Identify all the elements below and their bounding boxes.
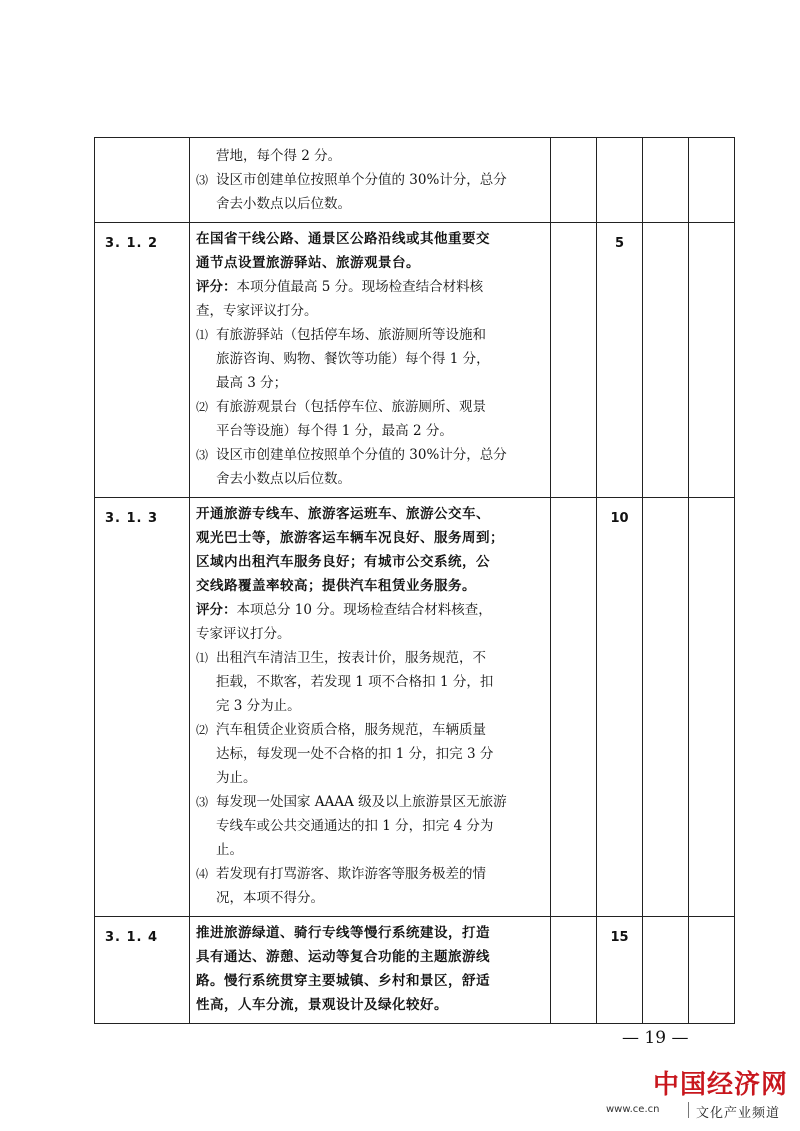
blank-cell <box>689 223 735 498</box>
item-number: ⑵ <box>196 400 209 414</box>
blank-cell <box>643 138 689 223</box>
item-line: 出租汽车清洁卫生，按表计价，服务规范，不 <box>216 650 486 666</box>
scoring-item <box>196 718 544 790</box>
blank-cell <box>643 498 689 917</box>
table-row <box>95 138 735 223</box>
table-row <box>95 223 735 498</box>
rule-text: 专家评议打分。 <box>196 626 291 642</box>
item-id-cell <box>95 138 190 223</box>
rule-text: 本项总分 10 分。现场检查结合材料核查， <box>236 602 492 618</box>
score-cell <box>597 917 643 1024</box>
item-line: 有旅游驿站（包括停车场、旅游厕所等设施和 <box>216 327 486 343</box>
item-id-cell <box>95 498 190 917</box>
item-line: 达标，每发现一处不合格的扣 1 分，扣完 3 分 <box>216 746 494 762</box>
item-id: 3. 1. 4 <box>105 930 159 945</box>
scoring-item <box>196 790 544 862</box>
blank-cell <box>689 917 735 1024</box>
item-line: 为止。 <box>216 770 257 786</box>
scoring-item <box>196 646 544 718</box>
scoring-item <box>196 168 544 192</box>
rule-text: 本项分值最高 5 分。现场检查结合材料核 <box>236 279 484 295</box>
requirement-line: 区域内出租汽车服务良好；有城市公交系统，公 <box>196 554 490 570</box>
item-line: 专线车或公共交通通达的扣 1 分，扣完 4 分为 <box>216 818 494 834</box>
requirement-line: 在国省干线公路、通景区公路沿线或其他重要交 <box>196 231 490 247</box>
watermark-channel: 文化产业频道 <box>696 1106 781 1121</box>
item-number: ⑴ <box>196 651 209 665</box>
criteria-cell <box>190 138 551 223</box>
table-row <box>95 498 735 917</box>
item-id: 3. 1. 3 <box>105 511 159 526</box>
blank-cell <box>689 498 735 917</box>
item-number: ⑶ <box>196 448 209 462</box>
blank-cell <box>551 223 597 498</box>
item-number: ⑶ <box>196 173 209 187</box>
item-line: 设区市创建单位按照单个分值的 30%计分，总分 <box>216 447 507 463</box>
item-line: 有旅游观景台（包括停车位、旅游厕所、观景 <box>216 399 486 415</box>
blank-cell <box>643 917 689 1024</box>
item-line: 平台等设施）每个得 1 分，最高 2 分。 <box>216 423 453 439</box>
score-value: 5 <box>614 236 625 251</box>
item-line: 若发现有打骂游客、欺诈游客等服务极差的情 <box>216 866 486 882</box>
item-number: ⑷ <box>196 867 209 881</box>
watermark-site: www.ce.cn <box>606 1104 660 1115</box>
item-line: 拒载，不欺客，若发现 1 项不合格扣 1 分，扣 <box>216 674 494 690</box>
requirement-line: 推进旅游绿道、骑行专线等慢行系统建设，打造 <box>196 925 490 941</box>
rule-label: 评分： <box>196 279 237 295</box>
item-line: 每发现一处国家 AAAA 级及以上旅游景区无旅游 <box>216 794 507 810</box>
score-cell <box>597 138 643 223</box>
rule-line <box>196 275 544 299</box>
score-cell <box>597 223 643 498</box>
item-line: 止。 <box>216 842 243 858</box>
watermark-logo: 中国经济网 <box>652 1070 788 1100</box>
item-id-cell <box>95 917 190 1024</box>
item-id-cell <box>95 223 190 498</box>
blank-cell <box>551 917 597 1024</box>
requirement-line: 开通旅游专线车、旅游客运班车、旅游公交车、 <box>196 506 490 522</box>
requirement-line: 交线路覆盖率较高；提供汽车租赁业务服务。 <box>196 578 476 594</box>
scoring-table <box>94 137 735 1024</box>
requirement-line: 通节点设置旅游驿站、旅游观景台。 <box>196 255 420 271</box>
scoring-item <box>196 443 544 491</box>
score-value: 15 <box>610 930 629 945</box>
criteria-cell <box>190 917 551 1024</box>
criteria-line: 营地，每个得 2 分。 <box>216 148 342 164</box>
requirement-line: 路。慢行系统贯穿主要城镇、乡村和景区，舒适 <box>196 973 490 989</box>
blank-cell <box>551 498 597 917</box>
item-line: 舍去小数点以后位数。 <box>216 471 351 487</box>
score-cell <box>597 498 643 917</box>
rule-line <box>196 598 544 622</box>
criteria-cell <box>190 498 551 917</box>
watermark <box>600 1064 796 1124</box>
rule-text: 查，专家评议打分。 <box>196 303 318 319</box>
item-number: ⑴ <box>196 328 209 342</box>
item-line: 完 3 分为止。 <box>216 698 301 714</box>
requirement-line: 观光巴士等，旅游客运车辆车况良好、服务周到； <box>196 530 504 546</box>
watermark-divider <box>688 1102 689 1118</box>
scoring-item <box>196 395 544 443</box>
page-number: — 19 — <box>622 1028 689 1048</box>
requirement-line: 性高，人车分流，景观设计及绿化较好。 <box>196 997 448 1013</box>
scoring-item <box>196 323 544 395</box>
blank-cell <box>551 138 597 223</box>
scoring-item <box>196 862 544 910</box>
item-number: ⑶ <box>196 795 209 809</box>
table-row <box>95 917 735 1024</box>
item-line: 旅游咨询、购物、餐饮等功能）每个得 1 分， <box>216 351 490 367</box>
rule-label: 评分： <box>196 602 237 618</box>
item-number: ⑵ <box>196 723 209 737</box>
item-id: 3. 1. 2 <box>105 236 159 251</box>
item-line: 汽车租赁企业资质合格，服务规范，车辆质量 <box>216 722 486 738</box>
item-line: 况，本项不得分。 <box>216 890 324 906</box>
criteria-cell <box>190 223 551 498</box>
item-line: 最高 3 分； <box>216 375 288 391</box>
blank-cell <box>689 138 735 223</box>
item-line: 设区市创建单位按照单个分值的 30%计分，总分 <box>216 172 507 188</box>
blank-cell <box>643 223 689 498</box>
item-line: 舍去小数点以后位数。 <box>216 196 351 212</box>
requirement-line: 具有通达、游憩、运动等复合功能的主题旅游线 <box>196 949 490 965</box>
score-value: 10 <box>610 511 629 526</box>
